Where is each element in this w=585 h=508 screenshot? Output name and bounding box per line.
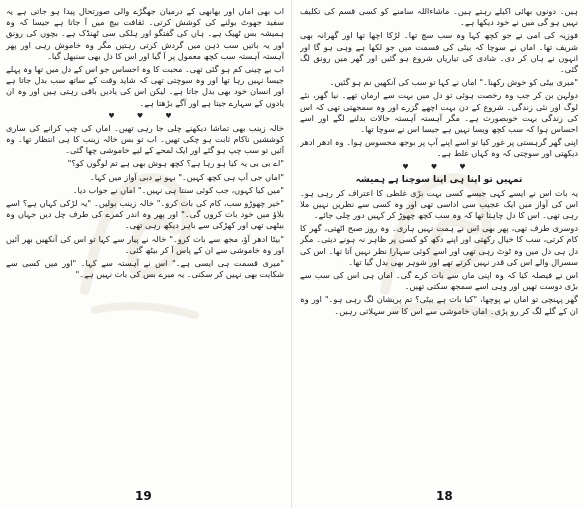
paragraph: "خیر چھوڑو سب، کام کی بات کرو۔" خالہ زینب بولیں۔ "یہ لڑکی کہاں ہے؟ اسے بلاؤ میں خود بات کروں گی۔" اور پھر وہ اندر کمرے کی طرف چل دیں جہاں وہ بیٹھی تھی اور کھڑکی سے باہر دیکھ رہی تھی۔ (6, 198, 284, 231)
left-page-text (6, 6, 284, 484)
paragraph: اپنی گھر گرہستی پر غور کیا تو اسے اپنے آپ پر بوجھ محسوس ہوا۔ وہ ادھر ادھر دیکھتی اور سوچتی کہ وہ کہاں غلط ہے۔ (300, 137, 578, 159)
paragraph: "اماں جی آپ ہی کچھ کہیں۔" بہو نے دبی آواز میں کہا۔ (89, 171, 284, 182)
paragraph: "بیٹا ادھر آؤ، مجھ سے بات کرو۔" خالہ نے پیار سے کہا تو اس کی آنکھیں بھر آئیں اور وہ خاموشی سے ان کے پاس آ کر بیٹھ گئی۔ (6, 233, 284, 255)
paragraph: اب بھی اماں اور بھابھی کے درمیان جھگڑے والی صورتحال پیدا ہو جاتی ہے یہ سفید جھوٹ بولنے کی کوشش کرتی۔ ثقافت بیچ میں آ جاتا ہے جیسا کہ وہ ہمیشہ بس ٹھیک ہے۔ ہاں کی گفتگو اور ہلکی سی ٹھنڈک ہے۔ بچوں کی رونق اور یہ باتیں سب ذہن میں گردش کرتی رہتیں مگر وہ خاموش رہی اور پھر آہستہ آہستہ سب کچھ معمول پر آ گیا اور اس کا دل بھی سنبھل گیا۔ (6, 6, 284, 61)
paragraph: خالہ زینب بھی تماشا دیکھنے چلی جا رہی تھیں۔ اماں کی چپ کرانے کی ساری کوششیں ناکام ثابت ہو چکی تھیں۔ اب تو بس خالہ زینب کا ہی انتظار تھا۔ وہ آئیں تو سب چپ ہو گئے اور ایک لمحے کے لیے خاموشی چھا گئی۔ (6, 122, 284, 156)
page-number-left: 19 (135, 489, 152, 503)
section-divider: ♥ ♥ ♥ (402, 162, 476, 171)
paragraph: "میں کیا کہوں، جب کوئی سنتا ہی نہیں۔" اماں نے جواب دیا۔ (72, 184, 284, 195)
page-gutter (291, 0, 292, 508)
paragraph: گھر پہنچی تو اماں نے پوچھا، "کیا بات ہے بیٹی؟ تم پریشان لگ رہی ہو۔" اور وہ ان کے گلے لگ کر رو پڑی۔ اماں خاموشی سے اس کا سر سہلاتی رہیں۔ (300, 294, 578, 316)
paragraph: ہیں۔ دونوں بھائی اکیلے رہتے ہیں۔ ماشاءاللہ سامنے کو کسی قسم کی تکلیف نہیں ہو گی میں نے خود دیکھا ہے۔ (300, 6, 578, 28)
paragraph: "اے بی بی یہ کیا ہو رہا ہے؟ کچھ ہوش بھی ہے تم لوگوں کو؟" (67, 158, 284, 169)
paragraph: اب بے چینی کم ہو گئی تھی۔ محبت کا وہ احساس جو اس کے دل میں تھا وہ پہلے جیسا نہیں رہا تھا اور وہ سوچتی تھی کہ شاید وقت کے ساتھ سب بدل جاتا ہے اور انسان خود بھی بدل جاتا ہے۔ لیکن اس کی یادیں باقی رہتی ہیں اور وہ ان یادوں کے سہارے جیتا ہے اور آگے بڑھتا ہے۔ (6, 64, 284, 108)
paragraph: "میری قسمت ہی ایسی ہے۔" اس نے آہستہ سے کہا۔ "اور میں کسی سے شکایت بھی نہیں کر سکتی۔ یہ میرے بس کی بات نہیں ہے۔" (6, 258, 284, 280)
right-page-text (300, 6, 578, 484)
section-divider: ♥ ♥ ♥ (108, 111, 182, 120)
paragraph: "میری بیٹی کو خوش رکھنا۔" اماں نے کہا تو سب کی آنکھیں نم ہو گئیں۔ (329, 77, 578, 88)
paragraph: فوزیہ کی امی نے جو کچھ کہا وہ سب سچ تھا۔ لڑکا اچھا تھا اور گھرانہ بھی شریف تھا۔ اماں نے سوچا کہ بیٹی کی قسمت میں جو لکھا ہے وہی ہو گا اور انہوں نے ہاں کر دی۔ شادی کی تیاریاں شروع ہو گئیں اور گھر میں رونق لگ گئی۔ (300, 30, 578, 75)
paragraph: اس نے فیصلہ کیا کہ وہ اپنی ماں سے بات کرے گی۔ اماں ہی اس کی سب سے بڑی دوست تھیں اور وہی اسے سمجھ سکتی تھیں۔ (300, 270, 578, 292)
paragraph: یہ بات اس نے ایسے کہی جیسے کسی بہت بڑی غلطی کا اعتراف کر رہی ہو۔ اس کی آواز میں ایک عجیب سی اداسی تھی اور وہ کسی سے نظریں نہیں ملا رہی تھی۔ اس کا دل چاہتا تھا کہ وہ سب کچھ چھوڑ کر کہیں دور چلی جائے۔ (300, 187, 578, 221)
page-number-right: 18 (436, 489, 453, 503)
paragraph: دولہن بن کر جب وہ رخصت ہوئی تو دل میں بہت سے ارمان تھے۔ نیا گھر، نئے لوگ اور نئی زندگی۔ شروع کے دن بہت اچھے گزرے اور وہ سمجھتی تھی کہ اس کی زندگی بہت خوبصورت ہے۔ مگر آہستہ آہستہ حالات بدلنے لگے اور اسے احساس ہوا کہ سب کچھ ویسا نہیں ہے جیسا اس نے سوچا تھا۔ (300, 90, 578, 135)
paragraph: دوسری طرف تھی، پھر بھی اس نے ہمت نہیں ہاری۔ وہ روز صبح اٹھتی، گھر کا کام کرتی، سب کا خیال رکھتی اور اپنے دکھ کو کسی پر ظاہر نہ ہونے دیتی۔ مگر دل ہی دل میں وہ ٹوٹ رہی تھی اور اسے کوئی سہارا نظر نہیں آتا تھا۔ اس کی سسرال والے اس کی قدر نہیں کرتے تھے اور شوہر بھی بدل گیا تھا۔ (300, 223, 578, 267)
section-heading: تمہیں تو اپنا ہی اپنا سوچنا ہے ہمیشہ (355, 174, 523, 185)
